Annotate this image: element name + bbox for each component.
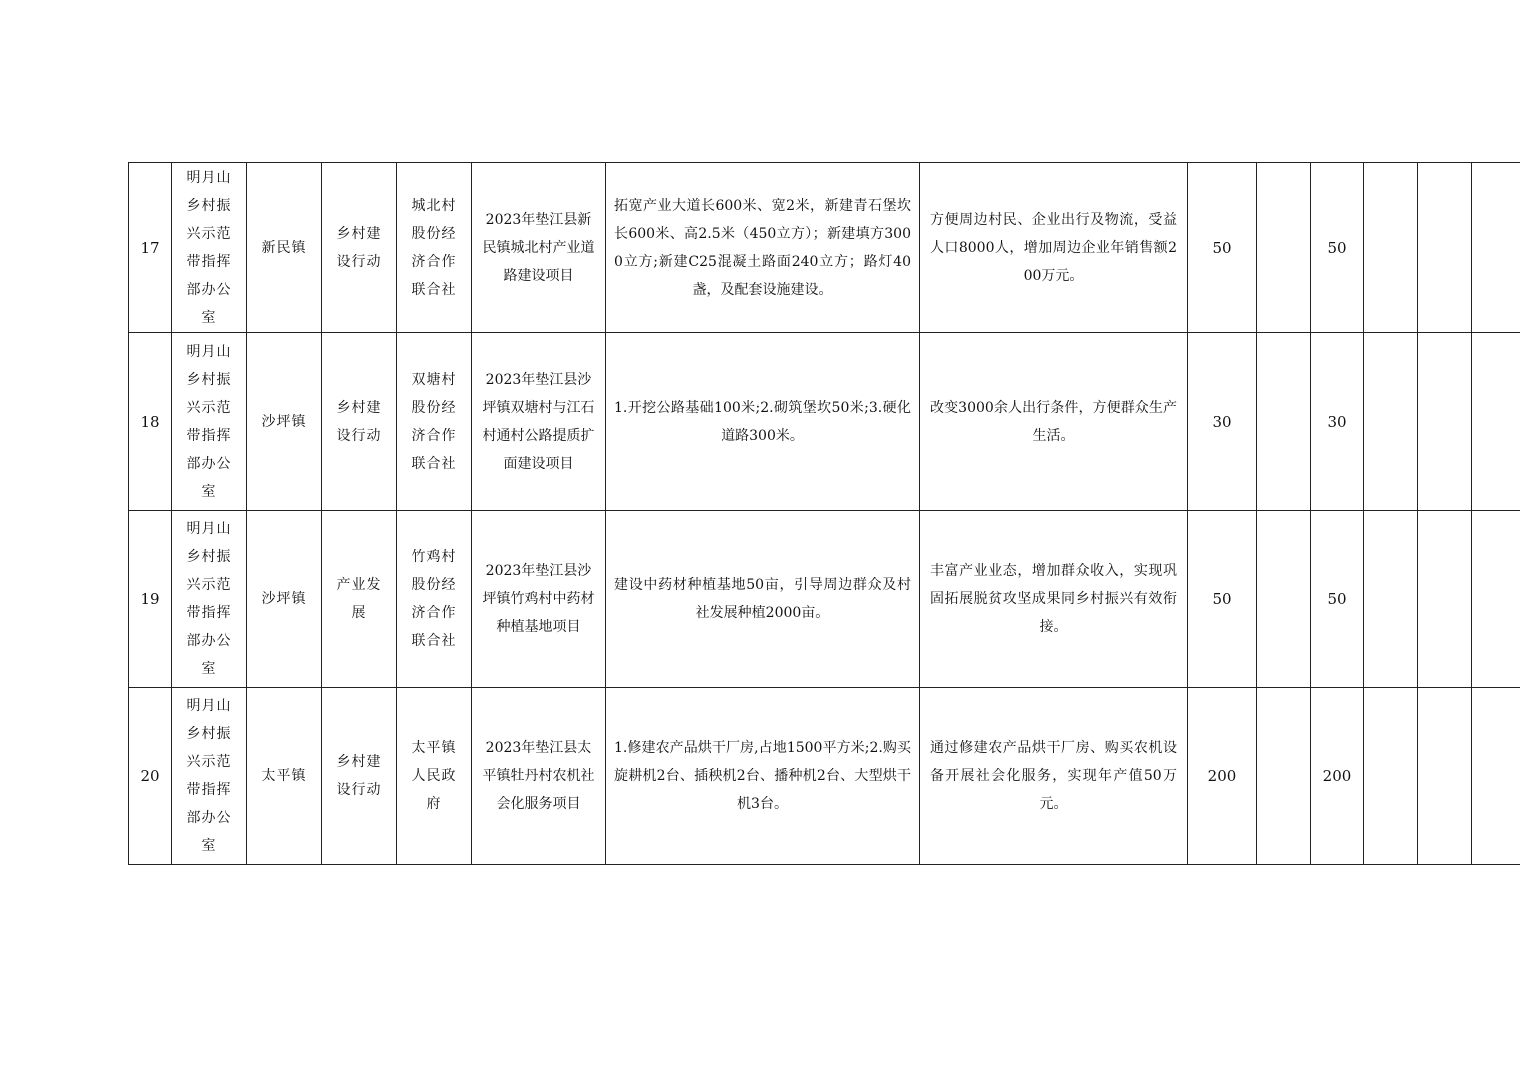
cell-fund-5 [1472, 163, 1520, 333]
cell-fund-1 [1257, 511, 1311, 688]
cell-category: 产业发展 [322, 511, 397, 688]
table-row [129, 511, 1520, 688]
cell-seq: 18 [129, 333, 172, 511]
cell-fund-4 [1418, 333, 1472, 511]
table-row [129, 688, 1520, 865]
table-row [129, 333, 1520, 511]
cell-category: 乡村建设行动 [322, 333, 397, 511]
cell-town: 太平镇 [247, 688, 322, 865]
cell-fund-4 [1418, 163, 1472, 333]
cell-total-funds: 200 [1188, 688, 1257, 865]
cell-benefit: 通过修建农产品烘干厂房、购买农机设备开展社会化服务，实现年产值50万元。 [920, 688, 1188, 865]
cell-benefit: 丰富产业业态，增加群众收入，实现巩固拓展脱贫攻坚成果同乡村振兴有效衔接。 [920, 511, 1188, 688]
cell-content: 建设中药材种植基地50亩，引导周边群众及村社发展种植2000亩。 [606, 511, 920, 688]
cell-office: 明月山乡村振兴示范带指挥部办公室 [172, 163, 247, 333]
cell-fund-3 [1364, 688, 1418, 865]
cell-project-name: 2023年垫江县太平镇牡丹村农机社会化服务项目 [472, 688, 606, 865]
cell-office: 明月山乡村振兴示范带指挥部办公室 [172, 511, 247, 688]
cell-fund-1 [1257, 333, 1311, 511]
cell-owner: 城北村股份经济合作联合社 [397, 163, 472, 333]
cell-project-name: 2023年垫江县沙坪镇竹鸡村中药材种植基地项目 [472, 511, 606, 688]
cell-town: 新民镇 [247, 163, 322, 333]
cell-fund-2: 50 [1311, 511, 1364, 688]
cell-seq: 17 [129, 163, 172, 333]
cell-fund-2: 50 [1311, 163, 1364, 333]
cell-total-funds: 30 [1188, 333, 1257, 511]
cell-fund-5 [1472, 333, 1520, 511]
cell-fund-3 [1364, 163, 1418, 333]
cell-office: 明月山乡村振兴示范带指挥部办公室 [172, 333, 247, 511]
cell-fund-2: 200 [1311, 688, 1364, 865]
cell-fund-1 [1257, 688, 1311, 865]
cell-project-name: 2023年垫江县新民镇城北村产业道路建设项目 [472, 163, 606, 333]
cell-benefit: 方便周边村民、企业出行及物流，受益人口8000人，增加周边企业年销售额200万元。 [920, 163, 1188, 333]
cell-project-name: 2023年垫江县沙坪镇双塘村与江石村通村公路提质扩面建设项目 [472, 333, 606, 511]
cell-seq: 19 [129, 511, 172, 688]
cell-office: 明月山乡村振兴示范带指挥部办公室 [172, 688, 247, 865]
cell-total-funds: 50 [1188, 511, 1257, 688]
cell-total-funds: 50 [1188, 163, 1257, 333]
table-row [129, 163, 1520, 333]
cell-town: 沙坪镇 [247, 333, 322, 511]
cell-owner: 双塘村股份经济合作联合社 [397, 333, 472, 511]
cell-content: 1.修建农产品烘干厂房,占地1500平方米;2.购买旋耕机2台、插秧机2台、播种机2台、大型烘干机3台。 [606, 688, 920, 865]
project-table [128, 162, 1520, 865]
cell-fund-2: 30 [1311, 333, 1364, 511]
cell-owner: 太平镇人民政府 [397, 688, 472, 865]
cell-fund-5 [1472, 688, 1520, 865]
cell-fund-3 [1364, 333, 1418, 511]
cell-town: 沙坪镇 [247, 511, 322, 688]
cell-fund-4 [1418, 688, 1472, 865]
cell-content: 拓宽产业大道长600米、宽2米，新建青石堡坎长600米、高2.5米（450立方）；新建填方3000立方;新建C25混凝土路面240立方；路灯40盏，及配套设施建设。 [606, 163, 920, 333]
cell-content: 1.开挖公路基础100米;2.砌筑堡坎50米;3.硬化道路300米。 [606, 333, 920, 511]
cell-fund-4 [1418, 511, 1472, 688]
cell-category: 乡村建设行动 [322, 163, 397, 333]
cell-benefit: 改变3000余人出行条件，方便群众生产生活。 [920, 333, 1188, 511]
cell-category: 乡村建设行动 [322, 688, 397, 865]
cell-fund-1 [1257, 163, 1311, 333]
cell-fund-3 [1364, 511, 1418, 688]
cell-seq: 20 [129, 688, 172, 865]
cell-fund-5 [1472, 511, 1520, 688]
cell-owner: 竹鸡村股份经济合作联合社 [397, 511, 472, 688]
